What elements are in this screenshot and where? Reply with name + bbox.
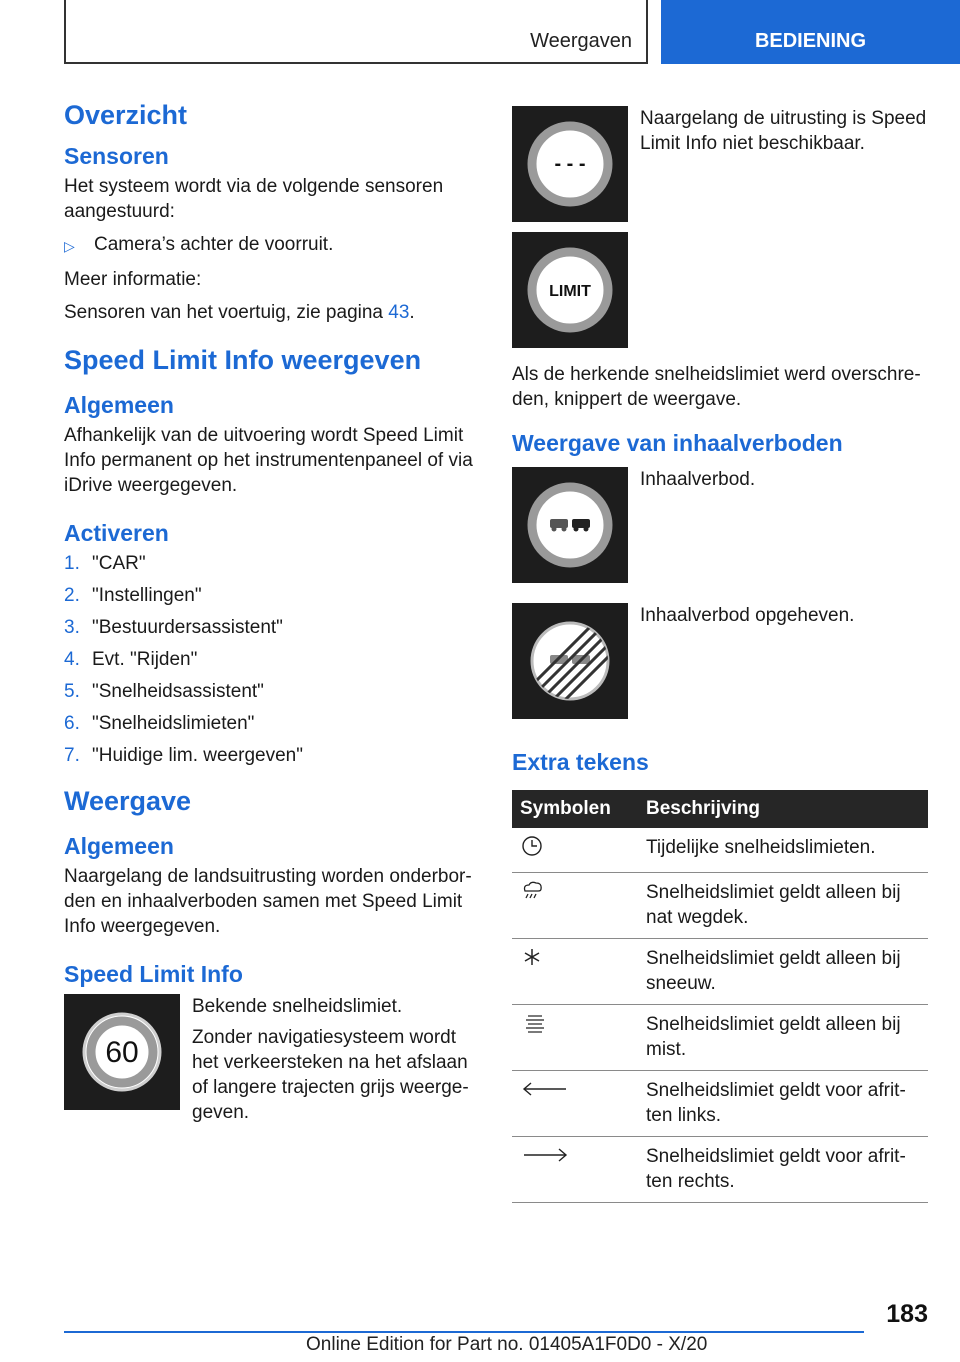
speed-limit-60-sign-icon [64, 994, 180, 1110]
symbol-cell [512, 1071, 638, 1137]
step-item [64, 679, 478, 704]
page-number: 183 [886, 1300, 928, 1328]
step-number: 7. [64, 745, 80, 766]
heading-activate: Activeren [64, 520, 169, 546]
snowflake-icon [520, 946, 546, 968]
table-row [512, 939, 928, 1005]
general-text: Afhankelijk van de uitvoering wordt Speed Limit Info permanent op het instrumentenpaneel of via iDrive weergegeven. [64, 425, 473, 496]
overtaking-ban-sign-icon [512, 467, 628, 583]
step-item [64, 743, 478, 768]
description-cell: Snelheidslimiet geldt alleen bij sneeuw. [638, 939, 928, 1005]
step-text: "Instellingen" [92, 585, 202, 606]
more-info-label: Meer informatie: [64, 269, 202, 290]
left-column [64, 100, 478, 1143]
table-row [512, 1071, 928, 1137]
sign-description [640, 467, 928, 583]
description-cell: Snelheidslimiet geldt voor afritten rechts. [638, 1137, 928, 1203]
column-header-description: Beschrijving [638, 790, 928, 828]
chapter-tab [661, 0, 960, 64]
sensors-reference [64, 300, 478, 325]
sign-row [512, 467, 928, 583]
limit-sign-icon [512, 232, 628, 348]
bullet-item [64, 232, 478, 259]
heading-overtake: Weergave van inhaalverboden [512, 430, 843, 456]
column-header-symbols: Symbolen [512, 790, 638, 828]
no-limit-sign-icon [512, 106, 628, 222]
sensors-reference-text: Sensoren van het voertuig, zie pagina [64, 302, 389, 323]
exceeded-text: Als de herkende snelheidslimiet werd overschreden, knippert de weergave. [512, 364, 921, 410]
step-text: Evt. "Rijden" [92, 649, 198, 670]
rain-icon [520, 880, 546, 902]
sign-row [512, 603, 928, 719]
symbol-cell [512, 1005, 638, 1071]
overtake-ban-text: Inhaalverbod. [640, 469, 756, 490]
sign-description [640, 603, 928, 719]
step-item [64, 711, 478, 736]
bullet-text: Camera’s achter de voorruit. [94, 234, 334, 255]
clock-icon [520, 835, 546, 857]
step-number: 6. [64, 713, 80, 734]
table-header-row [512, 790, 928, 828]
symbol-cell [512, 939, 638, 1005]
step-text: "Snelheidsassistent" [92, 681, 264, 702]
sign-description [192, 994, 478, 1131]
symbol-cell [512, 828, 638, 873]
step-item [64, 583, 478, 608]
step-item [64, 647, 478, 672]
not-available-text: Naargelang de uitrusting is Speed Limit Info niet beschikbaar. [640, 108, 927, 154]
fog-icon [520, 1012, 550, 1034]
heading-extra-signs: Extra tekens [512, 749, 649, 775]
step-number: 3. [64, 617, 80, 638]
running-header [64, 0, 648, 64]
sign-row [512, 106, 928, 222]
description-cell: Snelheidslimiet geldt alleen bij nat wegdek. [638, 873, 928, 939]
symbol-cell [512, 873, 638, 939]
right-column [512, 106, 928, 1203]
heading-sensors: Sensoren [64, 143, 169, 169]
general-text: Naargelang de landsuitrusting worden onderborden en inhaalverboden samen met Speed Limit Info weergegeven. [64, 866, 472, 937]
table-row [512, 1137, 928, 1203]
footer-edition: Online Edition for Part no. 01405A1F0D0 - X/20 [306, 1334, 708, 1355]
step-text: "Bestuurdersassistent" [92, 617, 283, 638]
heading-overview: Overzicht [64, 100, 188, 130]
sensors-reference-end: . [409, 302, 415, 323]
sign-description [640, 106, 928, 222]
overtaking-ban-lifted-sign-icon [512, 603, 628, 719]
bullet-triangle-icon: ▷ [64, 238, 75, 254]
table-row [512, 873, 928, 939]
heading-speed-limit-display: Speed Limit Info weergeven [64, 345, 422, 375]
page-link[interactable]: 43 [388, 302, 410, 323]
step-number: 2. [64, 585, 80, 606]
chapter-title: BEDIENING [754, 30, 867, 52]
sign-limit-label: LIMIT [549, 283, 591, 300]
step-text: "Snelheidslimieten" [92, 713, 255, 734]
description-cell: Snelheidslimiet geldt voor afritten links. [638, 1071, 928, 1137]
step-number: 1. [64, 553, 80, 574]
step-text: "Huidige lim. weergeven" [92, 745, 303, 766]
arrow-left-icon [520, 1078, 570, 1100]
step-number: 4. [64, 649, 80, 670]
table-row [512, 828, 928, 873]
sign-row [512, 232, 928, 348]
sign-dashes: - - - [554, 153, 586, 175]
step-text: "CAR" [92, 553, 146, 574]
description-cell: Tijdelijke snelheidslimieten. [638, 828, 928, 873]
step-item [64, 615, 478, 640]
heading-general: Algemeen [64, 392, 174, 418]
known-limit-text: Bekende snelheidslimiet. [192, 996, 403, 1017]
section-title: Weergaven [530, 30, 632, 52]
arrow-right-icon [520, 1144, 570, 1166]
step-number: 5. [64, 681, 80, 702]
sign-row [64, 994, 478, 1131]
symbol-cell [512, 1137, 638, 1203]
description-cell: Snelheidslimiet geldt alleen bij mist. [638, 1005, 928, 1071]
heading-general: Algemeen [64, 833, 174, 859]
no-nav-text: Zonder navigatiesysteem wordt het verkeersteken na het afslaan of langere trajecten grijs weergegeven. [192, 1027, 469, 1123]
overtake-lifted-text: Inhaalverbod opgeheven. [640, 605, 855, 626]
sign-60-number: 60 [105, 1036, 139, 1069]
heading-display: Weergave [64, 786, 192, 816]
heading-speed-limit-info: Speed Limit Info [64, 961, 243, 987]
table-row [512, 1005, 928, 1071]
extra-signs-table [512, 790, 928, 1203]
step-item [64, 551, 478, 576]
sensors-text: Het systeem wordt via de volgende sensoren aangestuurd: [64, 176, 444, 222]
activation-steps [64, 551, 478, 768]
footer-divider [64, 1331, 864, 1333]
